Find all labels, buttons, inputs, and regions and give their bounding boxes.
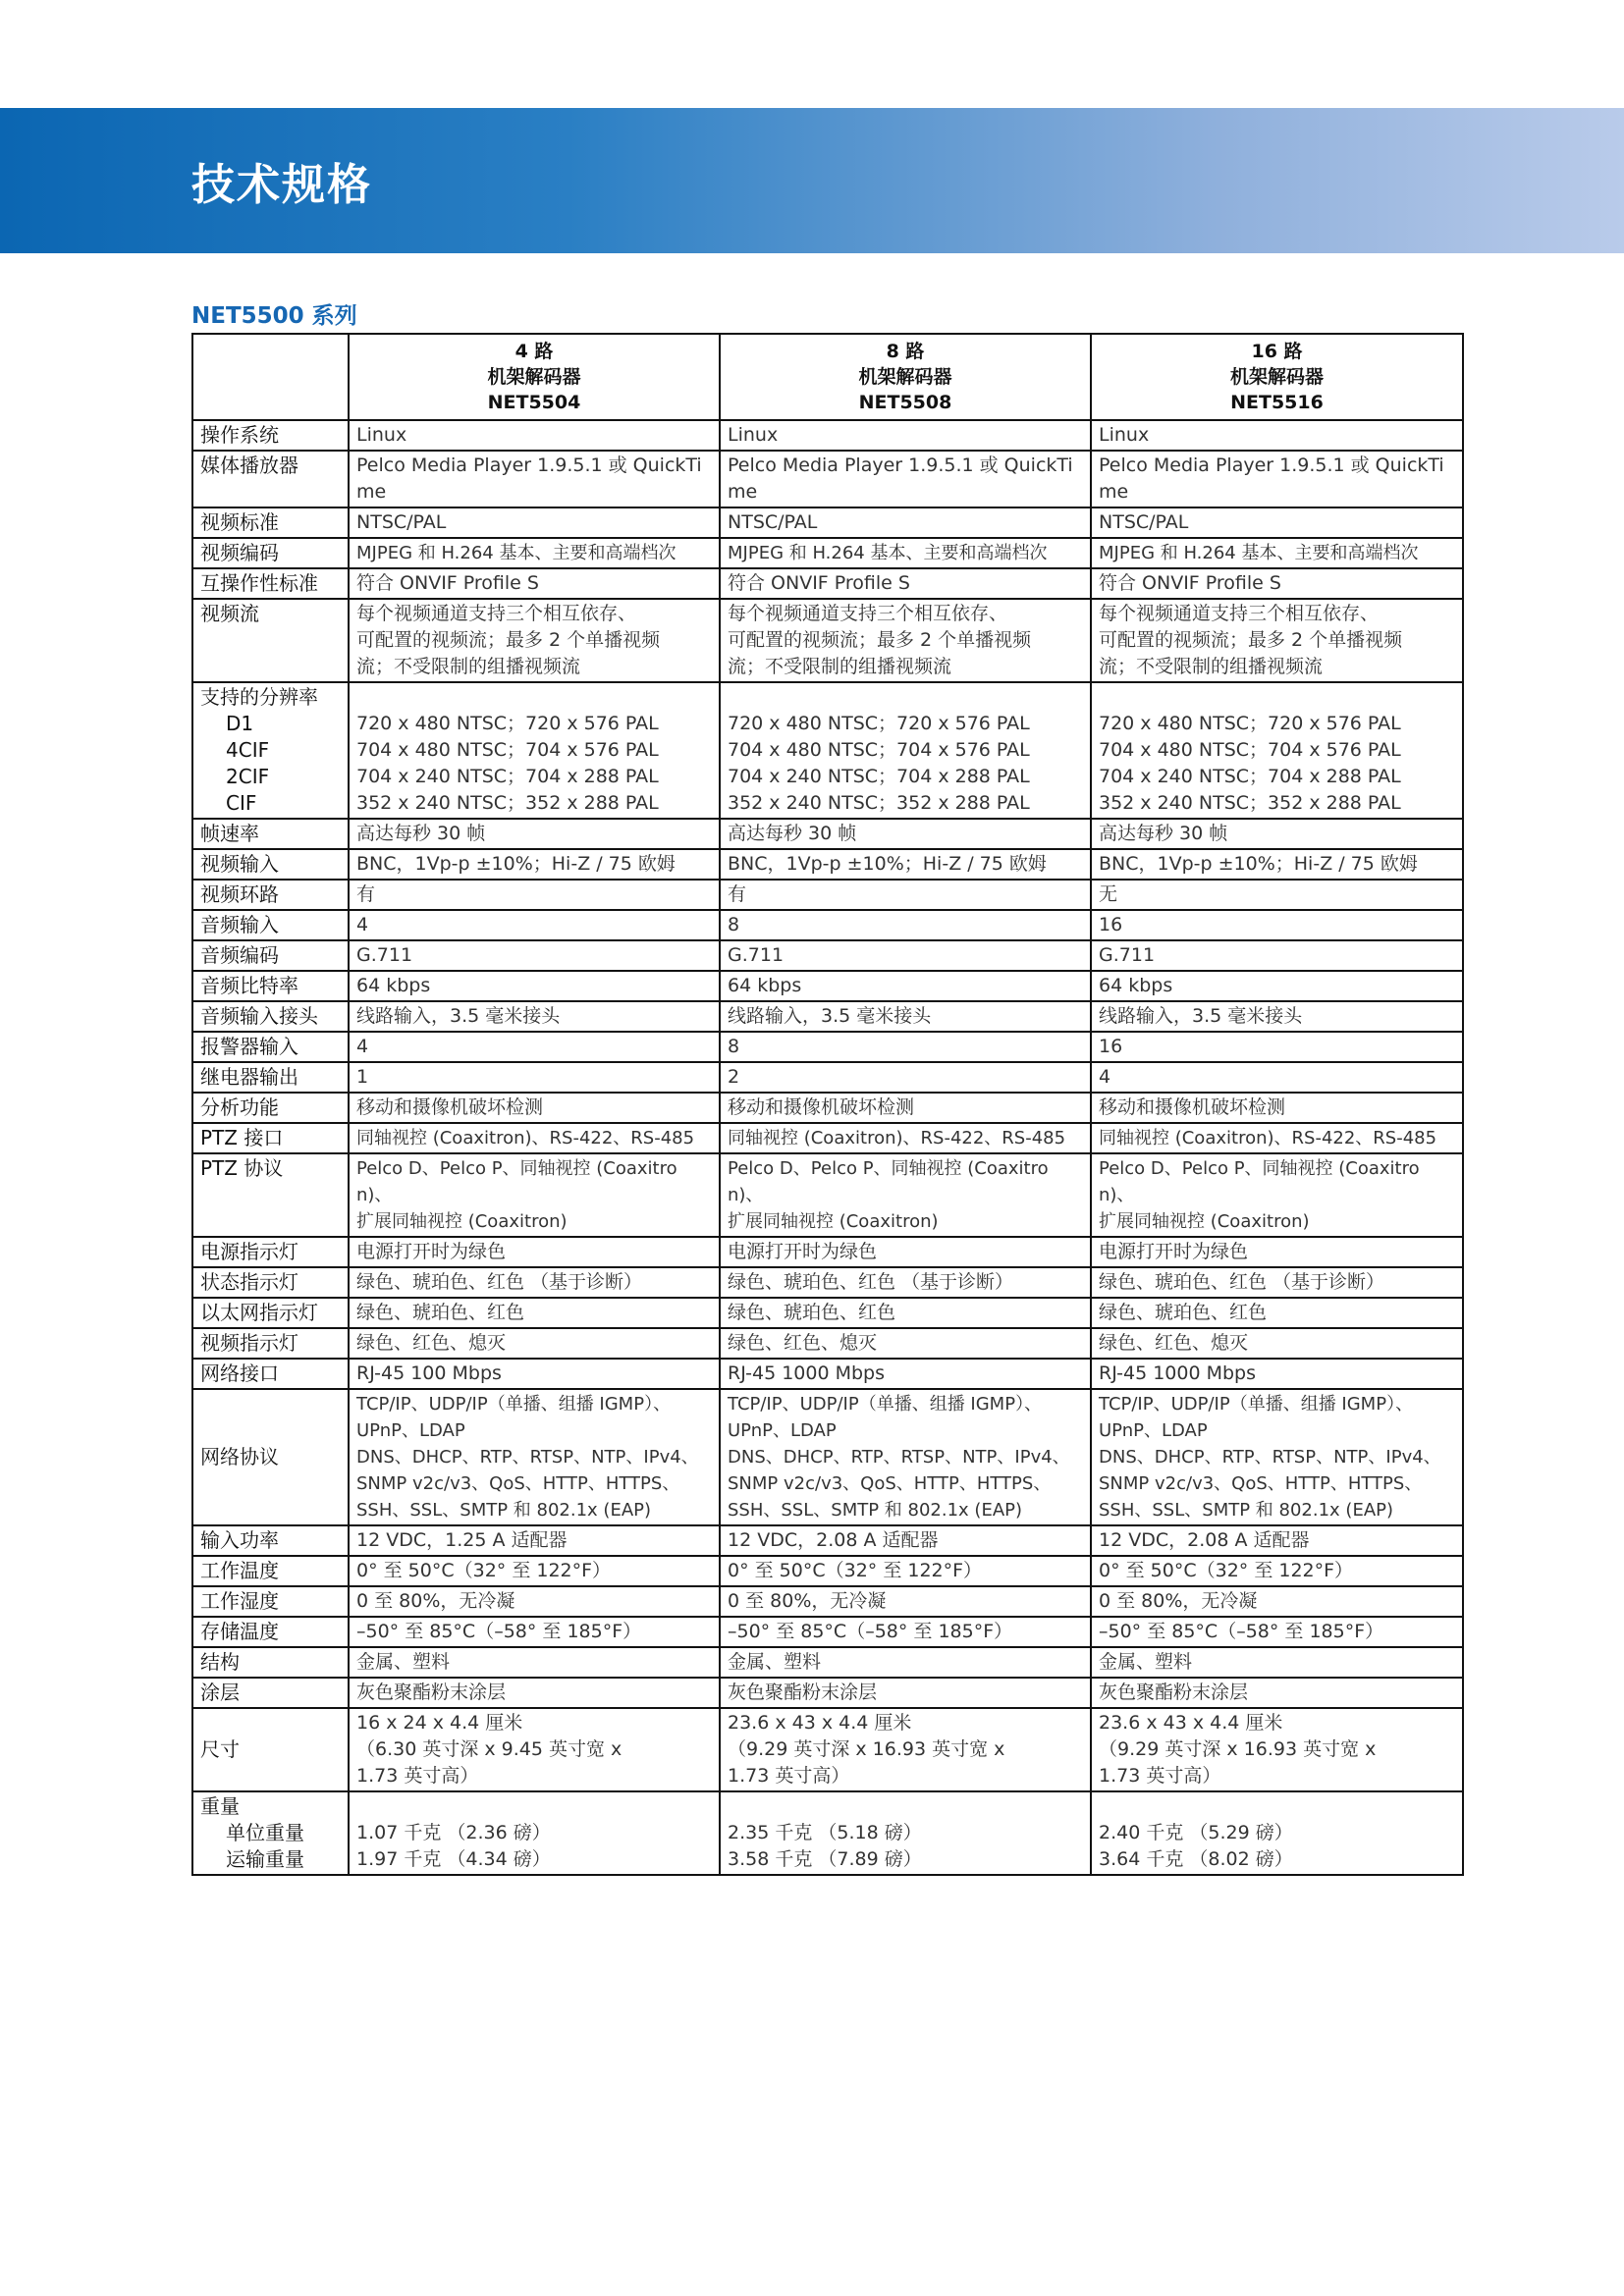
row-label: 输入功率	[192, 1525, 349, 1556]
cell-net5504: TCP/IP、UDP/IP（单播、组播 IGMP）、 UPnP、LDAP DNS、DHCP、RTP、RTSP、NTP、IPv4、 SNMP v2c/v3、QoS、HTTP、HTTPS、 SSH、SSL、SMTP 和 802.1x (EAP)	[349, 1389, 720, 1525]
cell-net5504: 0° 至 50°C（32° 至 122°F）	[349, 1556, 720, 1586]
cell-net5504: 1.07 千克 （2.36 磅） 1.97 千克 （4.34 磅）	[349, 1791, 720, 1875]
row-label: 帧速率	[192, 819, 349, 849]
cell-net5516: 720 x 480 NTSC；720 x 576 PAL 704 x 480 NTSC；704 x 576 PAL 704 x 240 NTSC；704 x 288 PAL 352 x 240 NTSC；352 x 288 PAL	[1091, 682, 1463, 819]
row-label: 视频编码	[192, 538, 349, 568]
spec-row-video-encoding	[192, 538, 1463, 568]
cell-net5508: 每个视频通道支持三个相互依存、 可配置的视频流；最多 2 个单播视频 流；不受限制的组播视频流	[720, 599, 1091, 682]
cell-net5516: 0° 至 50°C（32° 至 122°F）	[1091, 1556, 1463, 1586]
spec-row-ptz-protocol	[192, 1153, 1463, 1237]
cell-net5504: 金属、塑料	[349, 1647, 720, 1678]
cell-net5516: 16	[1091, 910, 1463, 940]
cell-net5504: 每个视频通道支持三个相互依存、 可配置的视频流；最多 2 个单播视频 流；不受限制的组播视频流	[349, 599, 720, 682]
cell-net5508: TCP/IP、UDP/IP（单播、组播 IGMP）、 UPnP、LDAP DNS、DHCP、RTP、RTSP、NTP、IPv4、 SNMP v2c/v3、QoS、HTTP、HTTPS、 SSH、SSL、SMTP 和 802.1x (EAP)	[720, 1389, 1091, 1525]
row-label: 涂层	[192, 1678, 349, 1708]
spec-row-operating-temp	[192, 1556, 1463, 1586]
cell-net5516: Pelco Media Player 1.9.5.1 或 QuickTime	[1091, 451, 1463, 507]
cell-net5504: NTSC/PAL	[349, 507, 720, 538]
cell-net5504: 16 x 24 x 4.4 厘米 （6.30 英寸深 x 9.45 英寸宽 x 1.73 英寸高）	[349, 1708, 720, 1791]
cell-net5508: 同轴视控 (Coaxitron)、RS-422、RS-485	[720, 1123, 1091, 1153]
spec-row-network-protocols	[192, 1389, 1463, 1525]
cell-net5504: 电源打开时为绿色	[349, 1237, 720, 1267]
row-label: 重量 单位重量 运输重量	[192, 1791, 349, 1875]
spec-row-video-stream	[192, 599, 1463, 682]
row-label: 存储温度	[192, 1617, 349, 1647]
row-sublabel: CIF	[226, 791, 257, 815]
row-label: PTZ 协议	[192, 1153, 349, 1237]
spec-row-video-led	[192, 1328, 1463, 1359]
cell-net5508: 灰色聚酯粉末涂层	[720, 1678, 1091, 1708]
spec-row-network-interface	[192, 1359, 1463, 1389]
cell-net5508: 2	[720, 1062, 1091, 1093]
row-label: 操作系统	[192, 420, 349, 451]
cell-net5508: 有	[720, 880, 1091, 910]
cell-net5516: 16	[1091, 1032, 1463, 1062]
spec-row-construction	[192, 1647, 1463, 1678]
spec-row-video-input	[192, 849, 1463, 880]
cell-net5504: 符合 ONVIF Profile S	[349, 568, 720, 599]
cell-net5516: TCP/IP、UDP/IP（单播、组播 IGMP）、 UPnP、LDAP DNS、DHCP、RTP、RTSP、NTP、IPv4、 SNMP v2c/v3、QoS、HTTP、HTTPS、 SSH、SSL、SMTP 和 802.1x (EAP)	[1091, 1389, 1463, 1525]
row-label: 继电器输出	[192, 1062, 349, 1093]
row-sublabel: 2CIF	[226, 765, 270, 788]
spec-row-audio-connector	[192, 1001, 1463, 1032]
cell-net5516: 移动和摄像机破坏检测	[1091, 1093, 1463, 1123]
cell-net5504: –50° 至 85°C（–58° 至 185°F）	[349, 1617, 720, 1647]
cell-net5504: Linux	[349, 420, 720, 451]
spec-row-finish	[192, 1678, 1463, 1708]
cell-net5508: –50° 至 85°C（–58° 至 185°F）	[720, 1617, 1091, 1647]
cell-net5504: 有	[349, 880, 720, 910]
spec-row-resolutions	[192, 682, 1463, 819]
cell-net5516: 高达每秒 30 帧	[1091, 819, 1463, 849]
spec-row-weight	[192, 1791, 1463, 1875]
cell-net5508: 绿色、琥珀色、红色	[720, 1298, 1091, 1328]
row-label: 视频输入	[192, 849, 349, 880]
spec-row-storage-temp	[192, 1617, 1463, 1647]
spec-row-power-led	[192, 1237, 1463, 1267]
spec-row-input-power	[192, 1525, 1463, 1556]
cell-net5516: 64 kbps	[1091, 971, 1463, 1001]
spec-row-media-player	[192, 451, 1463, 507]
spec-row-audio-encoding	[192, 940, 1463, 971]
row-label: 结构	[192, 1647, 349, 1678]
series-title: NET5500 系列	[191, 303, 357, 329]
cell-net5508: 720 x 480 NTSC；720 x 576 PAL 704 x 480 NTSC；704 x 576 PAL 704 x 240 NTSC；704 x 288 PAL 352 x 240 NTSC；352 x 288 PAL	[720, 682, 1091, 819]
spec-row-audio-input	[192, 910, 1463, 940]
cell-net5504: 线路输入，3.5 毫米接头	[349, 1001, 720, 1032]
row-label: 尺寸	[192, 1708, 349, 1791]
spec-row-analytics	[192, 1093, 1463, 1123]
cell-net5504: RJ-45 100 Mbps	[349, 1359, 720, 1389]
row-label: 报警器输入	[192, 1032, 349, 1062]
cell-net5504: 绿色、琥珀色、红色	[349, 1298, 720, 1328]
cell-net5516: 每个视频通道支持三个相互依存、 可配置的视频流；最多 2 个单播视频 流；不受限制的组播视频流	[1091, 599, 1463, 682]
cell-net5516: 绿色、琥珀色、红色	[1091, 1298, 1463, 1328]
cell-net5508: 绿色、红色、熄灭	[720, 1328, 1091, 1359]
column-header-net5516: 16 路 机架解码器 NET5516	[1091, 334, 1463, 420]
row-label: 视频标准	[192, 507, 349, 538]
row-sublabel: D1	[226, 712, 254, 735]
cell-net5516: G.711	[1091, 940, 1463, 971]
page-title: 技术规格	[191, 160, 372, 210]
cell-net5508: 移动和摄像机破坏检测	[720, 1093, 1091, 1123]
cell-net5516: 同轴视控 (Coaxitron)、RS-422、RS-485	[1091, 1123, 1463, 1153]
row-label: 音频比特率	[192, 971, 349, 1001]
cell-net5516: BNC，1Vp-p ±10%；Hi-Z / 75 欧姆	[1091, 849, 1463, 880]
row-label: 网络协议	[192, 1389, 349, 1525]
row-label: 视频指示灯	[192, 1328, 349, 1359]
cell-net5504: 4	[349, 1032, 720, 1062]
cell-net5508: BNC，1Vp-p ±10%；Hi-Z / 75 欧姆	[720, 849, 1091, 880]
cell-net5508: 绿色、琥珀色、红色 （基于诊断）	[720, 1267, 1091, 1298]
row-label: 支持的分辨率 D1 4CIF 2CIF CIF	[192, 682, 349, 819]
spec-row-audio-bitrate	[192, 971, 1463, 1001]
spec-row-video-loop	[192, 880, 1463, 910]
cell-net5508: 高达每秒 30 帧	[720, 819, 1091, 849]
spec-row-video-standard	[192, 507, 1463, 538]
spec-row-ptz-port	[192, 1123, 1463, 1153]
row-label: 视频环路	[192, 880, 349, 910]
cell-net5504: 4	[349, 910, 720, 940]
cell-net5504: 绿色、红色、熄灭	[349, 1328, 720, 1359]
row-label: 音频输入接头	[192, 1001, 349, 1032]
cell-net5504: 1	[349, 1062, 720, 1093]
spec-row-frame-rate	[192, 819, 1463, 849]
cell-net5516: 12 VDC，2.08 A 适配器	[1091, 1525, 1463, 1556]
cell-net5504: MJPEG 和 H.264 基本、主要和高端档次	[349, 538, 720, 568]
cell-net5508: 8	[720, 1032, 1091, 1062]
cell-net5508: 电源打开时为绿色	[720, 1237, 1091, 1267]
cell-net5516: 绿色、琥珀色、红色 （基于诊断）	[1091, 1267, 1463, 1298]
header-empty-cell	[192, 334, 349, 420]
cell-net5508: 线路输入，3.5 毫米接头	[720, 1001, 1091, 1032]
cell-net5504: 移动和摄像机破坏检测	[349, 1093, 720, 1123]
cell-net5504: 0 至 80%，无冷凝	[349, 1586, 720, 1617]
spec-row-ethernet-led	[192, 1298, 1463, 1328]
column-header-net5508: 8 路 机架解码器 NET5508	[720, 334, 1091, 420]
cell-net5508: 64 kbps	[720, 971, 1091, 1001]
cell-net5516: RJ-45 1000 Mbps	[1091, 1359, 1463, 1389]
spec-row-status-led	[192, 1267, 1463, 1298]
cell-net5504: Pelco D、Pelco P、同轴视控 (Coaxitron)、 扩展同轴视控 (Coaxitron)	[349, 1153, 720, 1237]
spec-row-operating-humidity	[192, 1586, 1463, 1617]
header-row	[192, 334, 1463, 420]
cell-net5516: Pelco D、Pelco P、同轴视控 (Coaxitron)、 扩展同轴视控 (Coaxitron)	[1091, 1153, 1463, 1237]
cell-net5516: 电源打开时为绿色	[1091, 1237, 1463, 1267]
cell-net5504: 灰色聚酯粉末涂层	[349, 1678, 720, 1708]
row-label: 音频输入	[192, 910, 349, 940]
spec-row-alarm-input	[192, 1032, 1463, 1062]
column-header-net5504: 4 路 机架解码器 NET5504	[349, 334, 720, 420]
cell-net5516: 绿色、红色、熄灭	[1091, 1328, 1463, 1359]
row-label: 工作湿度	[192, 1586, 349, 1617]
spec-table	[191, 333, 1464, 1876]
row-sublabel: 单位重量	[226, 1821, 304, 1844]
row-label: 分析功能	[192, 1093, 349, 1123]
spec-row-relay-output	[192, 1062, 1463, 1093]
cell-net5516: NTSC/PAL	[1091, 507, 1463, 538]
spec-row-interoperability	[192, 568, 1463, 599]
cell-net5516: Linux	[1091, 420, 1463, 451]
cell-net5504: BNC，1Vp-p ±10%；Hi-Z / 75 欧姆	[349, 849, 720, 880]
cell-net5508: 金属、塑料	[720, 1647, 1091, 1678]
row-label: 网络接口	[192, 1359, 349, 1389]
cell-net5508: Pelco D、Pelco P、同轴视控 (Coaxitron)、 扩展同轴视控 (Coaxitron)	[720, 1153, 1091, 1237]
cell-net5508: 23.6 x 43 x 4.4 厘米 （9.29 英寸深 x 16.93 英寸宽 x 1.73 英寸高）	[720, 1708, 1091, 1791]
cell-net5504: 绿色、琥珀色、红色 （基于诊断）	[349, 1267, 720, 1298]
cell-net5516: 0 至 80%，无冷凝	[1091, 1586, 1463, 1617]
cell-net5508: 8	[720, 910, 1091, 940]
row-label: 互操作性标准	[192, 568, 349, 599]
cell-net5508: 0 至 80%，无冷凝	[720, 1586, 1091, 1617]
row-label: 状态指示灯	[192, 1267, 349, 1298]
cell-net5508: 2.35 千克 （5.18 磅） 3.58 千克 （7.89 磅）	[720, 1791, 1091, 1875]
cell-net5504: 高达每秒 30 帧	[349, 819, 720, 849]
cell-net5508: MJPEG 和 H.264 基本、主要和高端档次	[720, 538, 1091, 568]
cell-net5504: 同轴视控 (Coaxitron)、RS-422、RS-485	[349, 1123, 720, 1153]
cell-net5516: MJPEG 和 H.264 基本、主要和高端档次	[1091, 538, 1463, 568]
cell-net5508: 0° 至 50°C（32° 至 122°F）	[720, 1556, 1091, 1586]
cell-net5516: 2.40 千克 （5.29 磅） 3.64 千克 （8.02 磅）	[1091, 1791, 1463, 1875]
row-label: PTZ 接口	[192, 1123, 349, 1153]
cell-net5504: 12 VDC，1.25 A 适配器	[349, 1525, 720, 1556]
spec-row-os	[192, 420, 1463, 451]
cell-net5516: 23.6 x 43 x 4.4 厘米 （9.29 英寸深 x 16.93 英寸宽 x 1.73 英寸高）	[1091, 1708, 1463, 1791]
row-label: 以太网指示灯	[192, 1298, 349, 1328]
row-sublabel: 4CIF	[226, 738, 270, 762]
cell-net5508: 符合 ONVIF Profile S	[720, 568, 1091, 599]
header-banner	[0, 108, 1624, 253]
cell-net5508: Linux	[720, 420, 1091, 451]
cell-net5504: 64 kbps	[349, 971, 720, 1001]
cell-net5508: RJ-45 1000 Mbps	[720, 1359, 1091, 1389]
cell-net5508: G.711	[720, 940, 1091, 971]
row-sublabel: 运输重量	[226, 1847, 304, 1871]
cell-net5516: 灰色聚酯粉末涂层	[1091, 1678, 1463, 1708]
row-label: 工作温度	[192, 1556, 349, 1586]
cell-net5516: –50° 至 85°C（–58° 至 185°F）	[1091, 1617, 1463, 1647]
row-label: 视频流	[192, 599, 349, 682]
cell-net5516: 4	[1091, 1062, 1463, 1093]
cell-net5508: 12 VDC，2.08 A 适配器	[720, 1525, 1091, 1556]
cell-net5504: G.711	[349, 940, 720, 971]
cell-net5504: Pelco Media Player 1.9.5.1 或 QuickTime	[349, 451, 720, 507]
row-label: 媒体播放器	[192, 451, 349, 507]
cell-net5516: 无	[1091, 880, 1463, 910]
row-label: 电源指示灯	[192, 1237, 349, 1267]
cell-net5516: 线路输入，3.5 毫米接头	[1091, 1001, 1463, 1032]
cell-net5508: Pelco Media Player 1.9.5.1 或 QuickTime	[720, 451, 1091, 507]
cell-net5504: 720 x 480 NTSC；720 x 576 PAL 704 x 480 NTSC；704 x 576 PAL 704 x 240 NTSC；704 x 288 PAL 352 x 240 NTSC；352 x 288 PAL	[349, 682, 720, 819]
cell-net5516: 符合 ONVIF Profile S	[1091, 568, 1463, 599]
cell-net5516: 金属、塑料	[1091, 1647, 1463, 1678]
cell-net5508: NTSC/PAL	[720, 507, 1091, 538]
spec-row-dimensions	[192, 1708, 1463, 1791]
row-label: 音频编码	[192, 940, 349, 971]
